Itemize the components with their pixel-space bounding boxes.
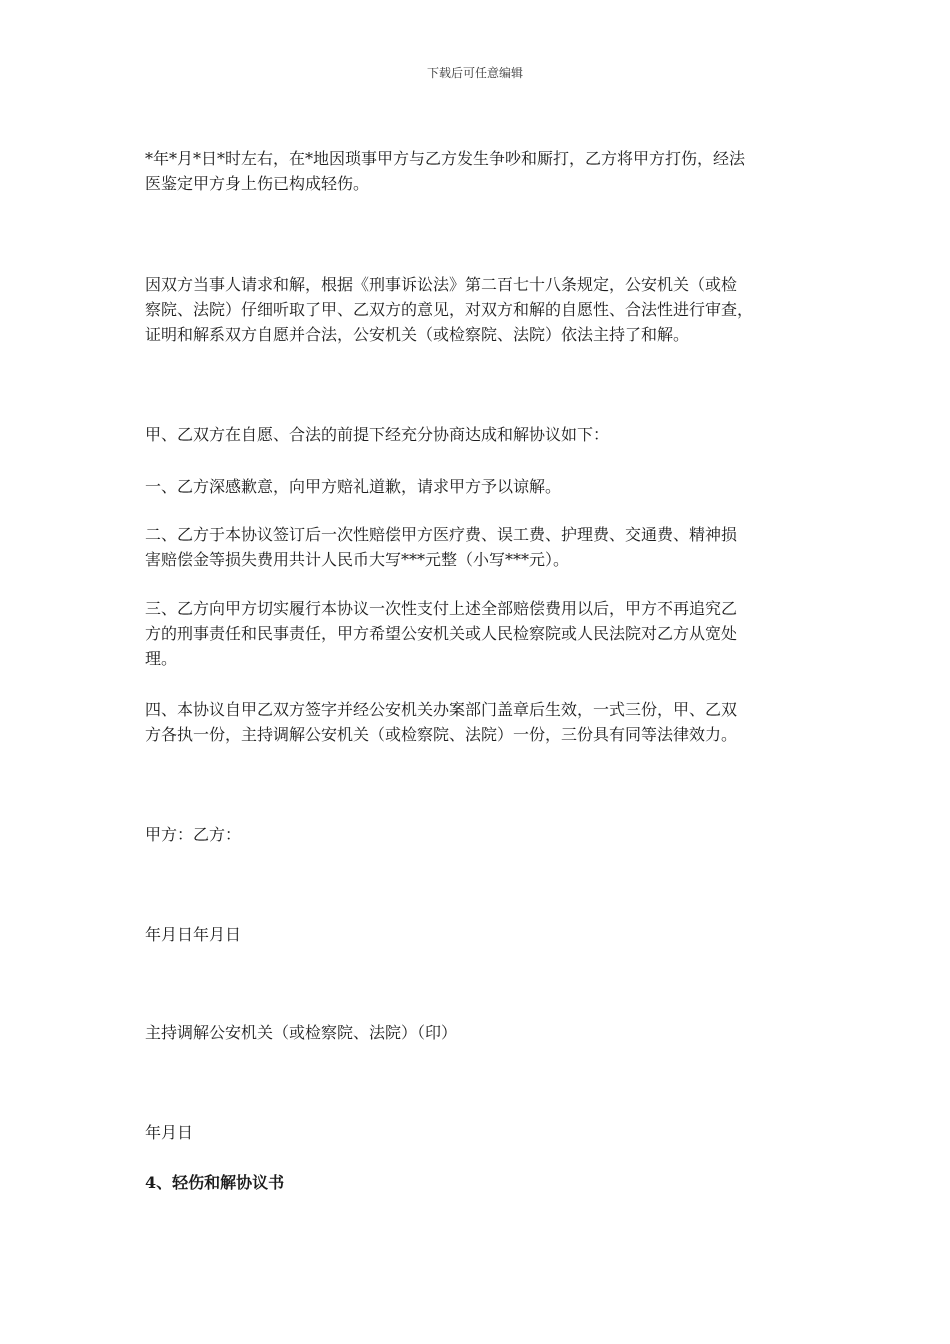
parties-signature-line: 甲方：乙方： [145, 825, 242, 844]
incident-line: 医鉴定甲方身上伤已构成轻伤。 [145, 174, 370, 193]
clause-4-line: 四、本协议自甲乙双方签字并经公安机关办案部门盖章后生效，一式三份，甲、乙双 [145, 700, 738, 719]
clause-2-line: 二、乙方于本协议签订后一次性赔偿甲方医疗费、误工费、护理费、交通费、精神损 [145, 525, 738, 544]
clause-2-paragraph [145, 522, 810, 572]
clause-1-paragraph [145, 474, 810, 499]
incident-line: *年*月*日*时左右，在*地因琐事甲方与乙方发生争吵和厮打，乙方将甲方打伤，经法 [145, 149, 746, 168]
clause-4-paragraph [145, 697, 810, 747]
authority-seal-line: 主持调解公安机关（或检察院、法院）（印） [145, 1023, 458, 1042]
clause-3-line: 方的刑事责任和民事责任，甲方希望公安机关或人民检察院或人民法院对乙方从宽处 [145, 624, 738, 643]
clause-3-line: 三、乙方向甲方切实履行本协议一次性支付上述全部赔偿费用以后，甲方不再追究乙 [145, 599, 738, 618]
page-header: 下载后可任意编辑 [426, 66, 523, 80]
agreement-intro-line: 甲、乙双方在自愿、合法的前提下经充分协商达成和解协议如下： [145, 425, 610, 444]
clause-3-line: 理。 [145, 649, 178, 668]
mediation-line: 因双方当事人请求和解，根据《刑事诉讼法》第二百七十八条规定，公安机关（或检 [145, 275, 738, 294]
clause-3-paragraph [145, 596, 810, 671]
parties-date-line: 年月日年月日 [145, 925, 242, 944]
mediation-line: 察院、法院）仔细听取了甲、乙双方的意见，对双方和解的自愿性、合法性进行审查， [145, 300, 754, 319]
authority-date-line: 年月日 [145, 1123, 194, 1142]
incident-paragraph [145, 146, 810, 196]
clause-4-line: 方各执一份，主持调解公安机关（或检察院、法院）一份，三份具有同等法律效力。 [145, 725, 738, 744]
section-title: 4、轻伤和解协议书 [145, 1173, 285, 1192]
mediation-paragraph [145, 272, 810, 347]
clause-2-line: 害赔偿金等损失费用共计人民币大写***元整（小写***元）。 [145, 550, 570, 569]
mediation-line: 证明和解系双方自愿并合法，公安机关（或检察院、法院）依法主持了和解。 [145, 325, 690, 344]
agreement-intro-paragraph [145, 422, 810, 447]
clause-1-line: 一、乙方深感歉意，向甲方赔礼道歉，请求甲方予以谅解。 [145, 477, 562, 496]
